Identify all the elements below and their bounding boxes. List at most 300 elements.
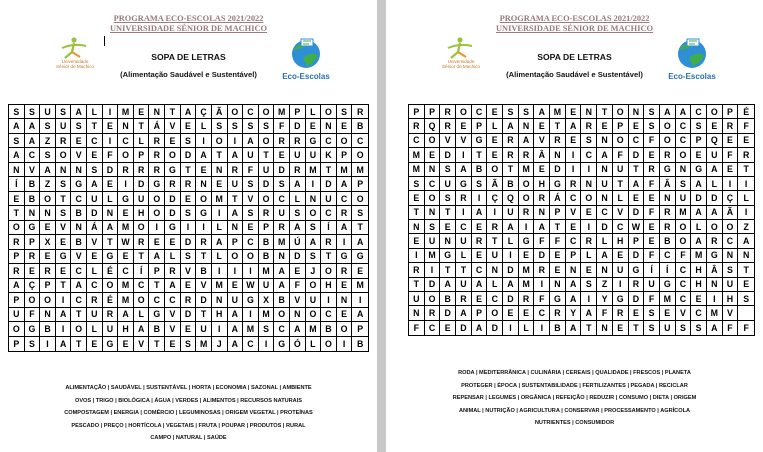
grid-cell: S	[644, 306, 660, 320]
grid-cell: T	[738, 263, 754, 277]
grid-cell: N	[534, 206, 550, 220]
grid-cell: G	[691, 163, 707, 177]
grid-cell: G	[629, 263, 645, 277]
grid-cell: E	[149, 235, 165, 249]
grid-cell: S	[306, 221, 322, 235]
grid-cell: U	[259, 163, 275, 177]
grid-cell: P	[9, 250, 25, 264]
grid-cell: N	[409, 220, 425, 234]
grid-cell: G	[550, 177, 566, 191]
grid-cell: I	[738, 206, 754, 220]
grid-cell: S	[71, 119, 87, 133]
grid-cell: Z	[40, 134, 56, 148]
grid-cell: C	[676, 134, 692, 148]
grid-cell: I	[243, 264, 259, 278]
grid-cell: S	[40, 148, 56, 162]
grid-cell: O	[118, 148, 134, 162]
grid-cell: B	[352, 119, 368, 133]
grid-cell: E	[691, 148, 707, 162]
grid-cell: E	[409, 234, 425, 248]
grid-cell: U	[440, 177, 456, 191]
grid-cell: H	[613, 234, 629, 248]
grid-cell: R	[660, 206, 676, 220]
grid-cell: M	[196, 337, 212, 351]
grid-cell: A	[534, 220, 550, 234]
grid-cell: A	[440, 278, 456, 292]
grid-cell: N	[738, 249, 754, 263]
grid-cell: R	[196, 235, 212, 249]
grid-cell: O	[519, 177, 535, 191]
grid-cell: Ã	[487, 177, 503, 191]
grid-cell: X	[40, 235, 56, 249]
grid-cell: A	[503, 278, 519, 292]
grid-cell: O	[9, 322, 25, 336]
grid-cell: C	[243, 235, 259, 249]
grid-cell: V	[56, 221, 72, 235]
grid-cell: U	[707, 148, 723, 162]
grid-cell: I	[456, 148, 472, 162]
grid-cell: E	[352, 264, 368, 278]
grid-cell: N	[550, 148, 566, 162]
grid-cell: L	[87, 105, 103, 119]
grid-cell: G	[71, 177, 87, 191]
grid-cell: R	[181, 293, 197, 307]
grid-cell: E	[691, 292, 707, 306]
grid-cell: P	[149, 264, 165, 278]
grid-cell: O	[196, 192, 212, 206]
grid-cell: C	[321, 206, 337, 220]
grid-cell: A	[566, 278, 582, 292]
grid-cell: F	[597, 306, 613, 320]
word-list-line: PROTEGER | ÉPOCA | SUSTENTABILIDADE | FERTILIZANTES | PEGADA | RECICLAR	[461, 382, 688, 389]
grid-cell: B	[274, 293, 290, 307]
grid-cell: C	[118, 264, 134, 278]
grid-cell: D	[196, 293, 212, 307]
grid-cell: D	[165, 192, 181, 206]
grid-cell: G	[519, 234, 535, 248]
grid-cell: V	[566, 206, 582, 220]
grid-cell: D	[597, 220, 613, 234]
grid-cell: T	[440, 206, 456, 220]
grid-cell: E	[9, 192, 25, 206]
grid-cell: D	[181, 308, 197, 322]
grid-cell: O	[425, 292, 441, 306]
grid-cell: N	[321, 119, 337, 133]
grid-cell: O	[228, 105, 244, 119]
grid-cell: T	[149, 279, 165, 293]
grid-cell: N	[212, 293, 228, 307]
grid-cell: V	[456, 134, 472, 148]
grid-cell: N	[71, 163, 87, 177]
grid-cell: R	[228, 163, 244, 177]
grid-cell: V	[165, 322, 181, 336]
grid-cell: A	[691, 234, 707, 248]
grid-cell: O	[212, 134, 228, 148]
grid-cell: S	[644, 105, 660, 119]
grid-cell: N	[118, 119, 134, 133]
grid-cell: A	[212, 235, 228, 249]
grid-cell: E	[337, 119, 353, 133]
grid-cell: P	[290, 105, 306, 119]
grid-cell: V	[723, 306, 739, 320]
grid-cell: L	[487, 119, 503, 133]
grid-cell: M	[409, 163, 425, 177]
grid-cell: T	[503, 163, 519, 177]
grid-cell: C	[613, 220, 629, 234]
grid-cell: P	[9, 337, 25, 351]
grid-cell: D	[103, 163, 119, 177]
grid-cell: O	[71, 322, 87, 336]
grid-cell: U	[456, 278, 472, 292]
grid-cell: A	[503, 119, 519, 133]
grid-cell: A	[337, 221, 353, 235]
grid-cell: C	[676, 278, 692, 292]
grid-cell: E	[337, 308, 353, 322]
grid-cell: O	[676, 148, 692, 162]
grid-cell: L	[196, 119, 212, 133]
grid-cell: T	[487, 234, 503, 248]
grid-cell: R	[472, 234, 488, 248]
grid-cell: E	[456, 119, 472, 133]
grid-cell: H	[134, 206, 150, 220]
grid-cell: R	[259, 206, 275, 220]
grid-cell: T	[613, 177, 629, 191]
grid-cell: T	[71, 308, 87, 322]
grid-cell: E	[134, 105, 150, 119]
grid-cell: C	[274, 192, 290, 206]
grid-cell: R	[165, 177, 181, 191]
grid-cell: A	[9, 279, 25, 293]
grid-cell: E	[738, 278, 754, 292]
grid-cell: I	[196, 134, 212, 148]
grid-cell: A	[274, 279, 290, 293]
grid-cell: T	[134, 119, 150, 133]
grid-cell: T	[550, 220, 566, 234]
grid-cell: R	[274, 134, 290, 148]
grid-cell: K	[321, 148, 337, 162]
grid-cell: I	[723, 177, 739, 191]
grid-cell: V	[25, 163, 41, 177]
grid-cell: O	[581, 191, 597, 205]
grid-cell: F	[613, 148, 629, 162]
grid-cell: F	[409, 321, 425, 335]
grid-cell: P	[352, 177, 368, 191]
grid-cell: H	[691, 263, 707, 277]
grid-cell: D	[274, 163, 290, 177]
grid-cell: F	[723, 148, 739, 162]
grid-cell: E	[290, 264, 306, 278]
grid-cell: R	[629, 278, 645, 292]
grid-cell: I	[352, 293, 368, 307]
grid-cell: L	[707, 177, 723, 191]
grid-cell: L	[103, 192, 119, 206]
grid-cell: R	[9, 264, 25, 278]
grid-cell: N	[425, 206, 441, 220]
grid-cell: G	[103, 337, 119, 351]
grid-cell: M	[550, 105, 566, 119]
puzzle-title: SOPA DE LETRAS	[151, 52, 226, 62]
grid-cell: F	[243, 163, 259, 177]
grid-cell: O	[352, 192, 368, 206]
grid-cell: M	[660, 292, 676, 306]
grid-cell: T	[472, 148, 488, 162]
grid-cell: G	[613, 292, 629, 306]
grid-cell: C	[676, 263, 692, 277]
grid-cell: F	[723, 321, 739, 335]
grid-cell: R	[25, 250, 41, 264]
grid-cell: R	[274, 221, 290, 235]
grid-cell: Â	[660, 177, 676, 191]
grid-cell: S	[243, 206, 259, 220]
grid-cell: R	[352, 105, 368, 119]
grid-cell: T	[550, 119, 566, 133]
grid-cell: U	[290, 148, 306, 162]
grid-cell: O	[134, 293, 150, 307]
grid-cell: G	[440, 249, 456, 263]
grid-cell: B	[196, 264, 212, 278]
grid-cell: Í	[321, 221, 337, 235]
grid-cell: R	[534, 191, 550, 205]
grid-cell: A	[472, 321, 488, 335]
grid-cell: T	[440, 263, 456, 277]
grid-cell: L	[87, 322, 103, 336]
grid-cell: A	[290, 177, 306, 191]
grid-cell: V	[534, 134, 550, 148]
grid-cell: I	[566, 163, 582, 177]
grid-cell: Q	[707, 134, 723, 148]
word-list	[10, 382, 367, 445]
grid-cell: A	[691, 177, 707, 191]
grid-cell: B	[440, 292, 456, 306]
grid-cell: H	[723, 292, 739, 306]
grid-cell: I	[581, 292, 597, 306]
grid-cell: O	[321, 264, 337, 278]
grid-cell: R	[503, 134, 519, 148]
grid-cell: R	[723, 119, 739, 133]
grid-cell: B	[40, 322, 56, 336]
grid-cell: L	[456, 249, 472, 263]
grid-cell: N	[597, 321, 613, 335]
grid-cell: N	[597, 163, 613, 177]
grid-cell: T	[629, 321, 645, 335]
grid-cell: E	[487, 134, 503, 148]
grid-cell: D	[181, 235, 197, 249]
grid-cell: I	[212, 322, 228, 336]
grid-cell: W	[629, 220, 645, 234]
grid-cell: F	[534, 234, 550, 248]
grid-cell: N	[40, 206, 56, 220]
grid-cell: A	[519, 134, 535, 148]
grid-cell: E	[472, 220, 488, 234]
grid-cell: I	[613, 278, 629, 292]
grid-cell: I	[103, 134, 119, 148]
grid-cell: D	[165, 206, 181, 220]
grid-cell: D	[707, 191, 723, 205]
grid-cell: A	[337, 177, 353, 191]
grid-cell: Ú	[290, 235, 306, 249]
grid-cell: O	[274, 308, 290, 322]
grid-cell: L	[306, 105, 322, 119]
grid-cell: A	[25, 119, 41, 133]
grid-cell: E	[472, 292, 488, 306]
grid-cell: R	[581, 234, 597, 248]
grid-cell: T	[456, 263, 472, 277]
grid-cell: V	[71, 148, 87, 162]
grid-cell: E	[306, 119, 322, 133]
grid-cell: E	[738, 134, 754, 148]
grid-cell: S	[691, 119, 707, 133]
grid-cell: H	[118, 322, 134, 336]
grid-cell: A	[456, 163, 472, 177]
grid-cell: C	[243, 337, 259, 351]
grid-cell: S	[676, 321, 692, 335]
grid-cell: O	[352, 148, 368, 162]
grid-cell: O	[103, 279, 119, 293]
grid-cell: Q	[425, 119, 441, 133]
grid-cell: N	[212, 163, 228, 177]
word-list-line: RODA | MEDITERRÂNICA | CULINÁRIA | CEREAIS | QUALIDADE | FRESCOS | PLANETA	[458, 370, 691, 376]
grid-cell: U	[613, 163, 629, 177]
grid-cell: R	[660, 148, 676, 162]
grid-cell: M	[212, 192, 228, 206]
grid-cell: E	[118, 337, 134, 351]
grid-cell: S	[440, 163, 456, 177]
grid-cell: V	[134, 337, 150, 351]
grid-cell: N	[676, 163, 692, 177]
grid-cell: N	[597, 191, 613, 205]
grid-cell: T	[71, 337, 87, 351]
grid-cell: U	[228, 293, 244, 307]
grid-cell: E	[723, 163, 739, 177]
grid-cell: A	[103, 221, 119, 235]
grid-cell: E	[87, 148, 103, 162]
grid-cell: M	[118, 221, 134, 235]
grid-cell: M	[519, 163, 535, 177]
grid-cell: S	[228, 119, 244, 133]
grid-cell: O	[425, 134, 441, 148]
grid-cell: I	[306, 177, 322, 191]
grid-cell: É	[738, 105, 754, 119]
grid-cell: L	[487, 278, 503, 292]
grid-cell: T	[321, 250, 337, 264]
grid-cell: C	[118, 134, 134, 148]
grid-cell: D	[629, 292, 645, 306]
grid-cell: O	[149, 206, 165, 220]
grid-cell: U	[644, 278, 660, 292]
word-list-line: REPENSAR | LEGUMES | ORGÂNICA | REFEIÇÃO | REDUZIR | CONSUMO | DIETA | ORIGEM	[452, 395, 697, 401]
grid-cell: N	[40, 308, 56, 322]
grid-cell: Z	[597, 278, 613, 292]
grid-cell: L	[306, 337, 322, 351]
grid-cell: Y	[597, 292, 613, 306]
grid-cell: N	[25, 206, 41, 220]
grid-cell: C	[321, 134, 337, 148]
grid-cell: O	[487, 306, 503, 320]
grid-cell: U	[306, 148, 322, 162]
grid-cell: A	[87, 177, 103, 191]
grid-cell: U	[660, 321, 676, 335]
grid-cell: Ç	[25, 279, 41, 293]
grid-cell: C	[581, 148, 597, 162]
grid-cell: A	[503, 220, 519, 234]
grid-cell: E	[165, 235, 181, 249]
grid-cell: E	[87, 337, 103, 351]
grid-cell: U	[40, 105, 56, 119]
grid-cell: D	[503, 292, 519, 306]
grid-cell: A	[228, 206, 244, 220]
grid-cell: C	[472, 263, 488, 277]
grid-cell: E	[629, 191, 645, 205]
grid-cell: M	[409, 148, 425, 162]
grid-cell: E	[274, 148, 290, 162]
grid-cell: T	[409, 206, 425, 220]
grid-cell: A	[707, 321, 723, 335]
grid-cell: M	[212, 279, 228, 293]
grid-cell: M	[243, 322, 259, 336]
grid-cell: N	[487, 263, 503, 277]
grid-cell: E	[181, 192, 197, 206]
grid-cell: A	[456, 306, 472, 320]
grid-cell: R	[660, 220, 676, 234]
grid-cell: G	[165, 221, 181, 235]
grid-cell: G	[243, 293, 259, 307]
grid-cell: E	[613, 321, 629, 335]
grid-cell: I	[534, 278, 550, 292]
grid-cell: S	[56, 177, 72, 191]
grid-cell: U	[9, 308, 25, 322]
grid-cell: E	[644, 191, 660, 205]
grid-cell: U	[228, 177, 244, 191]
grid-cell: E	[87, 250, 103, 264]
grid-cell: R	[519, 206, 535, 220]
grid-cell: E	[707, 119, 723, 133]
grid-cell: I	[707, 292, 723, 306]
grid-cell: S	[243, 119, 259, 133]
grid-cell: A	[228, 148, 244, 162]
grid-cell: V	[165, 119, 181, 133]
grid-cell: M	[352, 279, 368, 293]
grid-cell: E	[40, 221, 56, 235]
grid-cell: I	[212, 264, 228, 278]
word-list-line: COMPOSTAGEM | ENERGIA | COMÉRCIO | LEGUMINOSAS | ORIGEM VEGETAL | PROTEÍNAS	[64, 410, 313, 416]
grid-cell: O	[660, 134, 676, 148]
grid-cell: G	[274, 337, 290, 351]
grid-cell: M	[519, 278, 535, 292]
grid-cell: F	[534, 292, 550, 306]
grid-cell: R	[440, 105, 456, 119]
grid-cell: A	[25, 134, 41, 148]
grid-cell: F	[644, 177, 660, 191]
grid-cell: T	[9, 206, 25, 220]
grid-cell: V	[440, 134, 456, 148]
grid-cell: T	[56, 279, 72, 293]
grid-cell: E	[629, 119, 645, 133]
grid-cell: U	[87, 192, 103, 206]
grid-cell: T	[165, 105, 181, 119]
grid-cell: T	[87, 119, 103, 133]
grid-cell: C	[71, 264, 87, 278]
grid-cell: A	[118, 308, 134, 322]
grid-cell: S	[181, 134, 197, 148]
grid-cell: M	[118, 279, 134, 293]
grid-cell: C	[165, 293, 181, 307]
grid-cell: M	[118, 105, 134, 119]
grid-cell: Z	[40, 177, 56, 191]
grid-cell: D	[440, 306, 456, 320]
grid-cell: S	[581, 134, 597, 148]
grid-cell: A	[228, 322, 244, 336]
grid-cell: E	[723, 134, 739, 148]
